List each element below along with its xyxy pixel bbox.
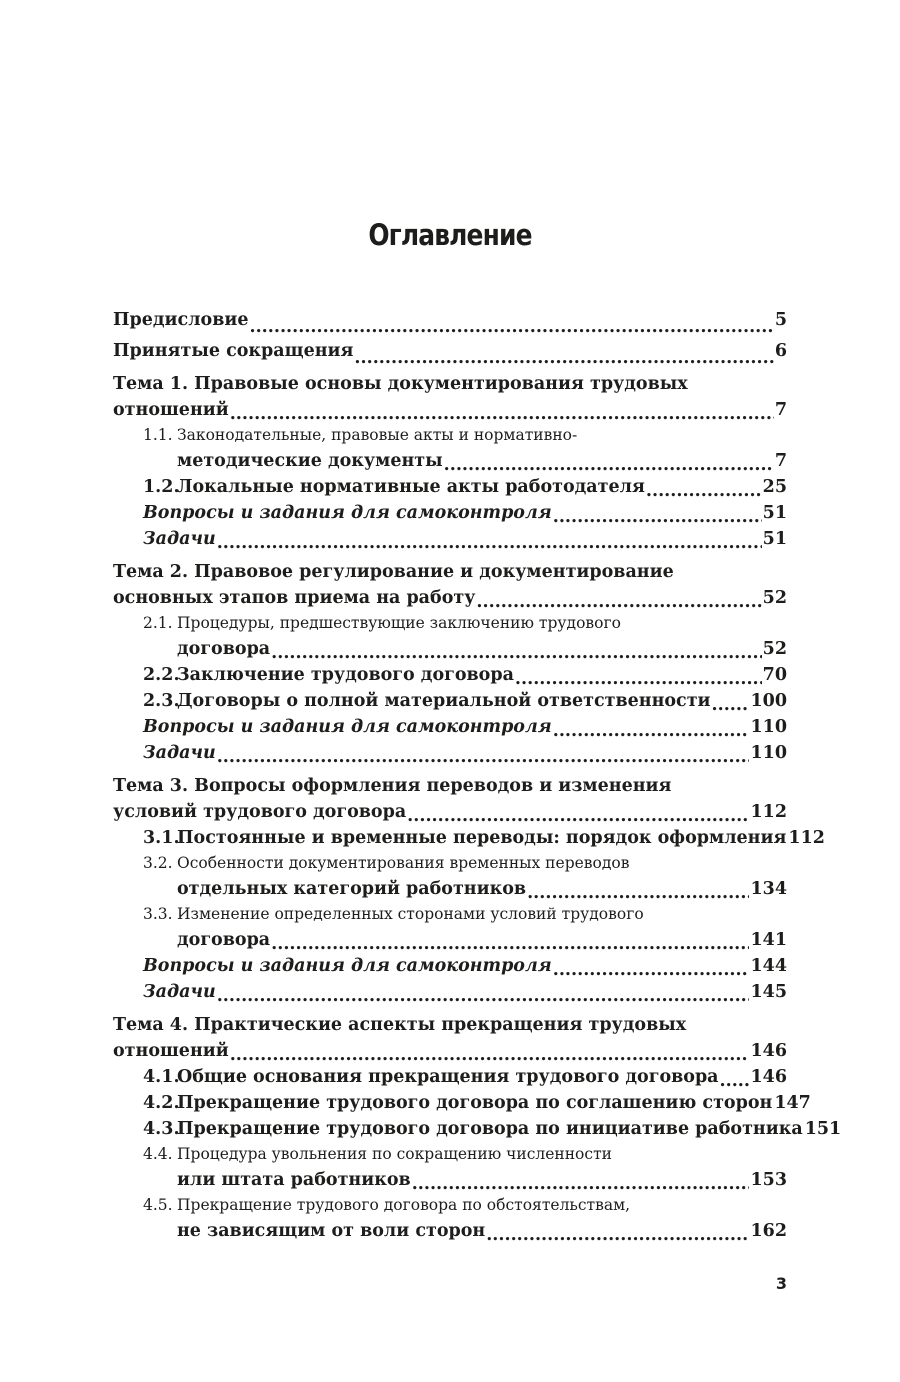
- dot-leader: [476, 594, 761, 612]
- toc-entry-topic[interactable]: [113, 397, 787, 423]
- dot-leader: [249, 319, 773, 337]
- toc-page-number: 7: [774, 400, 787, 420]
- page-number: 3: [775, 1274, 787, 1293]
- toc-page-number: 25: [762, 477, 787, 497]
- toc-page-number: 147: [774, 1093, 811, 1113]
- toc-entry-tasks[interactable]: [113, 979, 787, 1005]
- toc-page-number: 153: [750, 1170, 787, 1190]
- subentry-text: Заключение трудового договора: [177, 665, 514, 685]
- toc-page-number: 52: [762, 588, 787, 608]
- toc-subentry[interactable]: [113, 851, 787, 902]
- toc-page-number: 112: [788, 828, 825, 848]
- questions-text: Вопросы и задания для самоконтроля: [143, 956, 552, 976]
- dot-leader: [271, 936, 749, 954]
- topic-heading-line: отношений: [113, 400, 229, 420]
- toc-page-number: 52: [762, 639, 787, 659]
- toc-subentry[interactable]: [113, 688, 787, 714]
- toc-page-number: 51: [762, 529, 787, 549]
- toc-entry-topic[interactable]: [113, 799, 787, 825]
- subentry-number: 4.4.: [143, 1145, 173, 1163]
- questions-text: Вопросы и задания для самоконтроля: [143, 717, 552, 737]
- toc-subentry[interactable]: [113, 423, 787, 474]
- subentry-number: 2.1.: [143, 614, 173, 632]
- toc-entry-questions[interactable]: [113, 500, 787, 526]
- subentry-text: Локальные нормативные акты работодателя: [177, 477, 645, 497]
- dot-leader: [553, 509, 762, 527]
- toc-page-number: 141: [750, 930, 787, 950]
- toc-entry-topic[interactable]: [113, 585, 787, 611]
- toc-entry-text: Принятые сокращения: [113, 341, 354, 361]
- toc-page-number: 5: [774, 310, 787, 330]
- dot-leader: [271, 645, 762, 663]
- subentry-text: не зависящим от воли сторон: [177, 1221, 486, 1241]
- dot-leader: [407, 808, 749, 826]
- dot-leader: [444, 457, 774, 475]
- toc-page-number: 110: [750, 743, 787, 763]
- toc-subentry[interactable]: [113, 662, 787, 688]
- topic-heading-line[interactable]: Тема 1. Правовые основы документирования трудовых: [113, 374, 688, 394]
- dot-leader: [553, 962, 750, 980]
- subentry-text: Постоянные и временные переводы: порядок оформления: [177, 828, 787, 848]
- toc-entry-topic[interactable]: [113, 1038, 787, 1064]
- toc-topic-4: [113, 1012, 842, 1244]
- toc-entry-tasks[interactable]: [113, 526, 787, 552]
- subentry-text: Прекращение трудового договора по соглашению сторон: [177, 1093, 773, 1113]
- dot-leader: [230, 406, 774, 424]
- topic-heading-line: отношений: [113, 1041, 229, 1061]
- tasks-text: Задачи: [143, 529, 216, 549]
- topic-heading-line: основных этапов приема на работу: [113, 588, 476, 608]
- toc-page-number: 70: [762, 665, 787, 685]
- toc-page-number: 151: [804, 1119, 842, 1139]
- subentry-text: Особенности документирования временных переводов: [177, 854, 630, 872]
- toc-page-number: 162: [750, 1221, 787, 1241]
- toc-subentry[interactable]: [113, 825, 825, 851]
- topic-heading-line[interactable]: Тема 4. Практические аспекты прекращения трудовых: [113, 1015, 687, 1035]
- toc-page-number: 146: [750, 1041, 787, 1061]
- subentry-number: 1.1.: [143, 426, 173, 444]
- dot-leader: [486, 1227, 749, 1245]
- subentry-number: 4.1.: [143, 1067, 180, 1087]
- toc-subentry[interactable]: [113, 1116, 842, 1142]
- toc-page-number: 145: [750, 982, 787, 1002]
- subentry-text: отдельных категорий работников: [177, 879, 527, 899]
- questions-text: Вопросы и задания для самоконтроля: [143, 503, 552, 523]
- subentry-text: Изменение определенных сторонами условий трудового: [177, 905, 644, 923]
- subentry-number: 3.3.: [143, 905, 173, 923]
- subentry-number: 2.2.: [143, 665, 180, 685]
- toc-entry-questions[interactable]: [113, 714, 787, 740]
- subentry-number: 2.3.: [143, 691, 180, 711]
- subentry-text: Законодательные, правовые акты и нормативно-: [177, 426, 578, 444]
- dot-leader: [527, 885, 749, 903]
- toc-entry-text: Предисловие: [113, 310, 249, 330]
- toc-page-number: 134: [750, 879, 787, 899]
- dot-leader: [217, 988, 750, 1006]
- dot-leader: [712, 697, 750, 715]
- dot-leader: [720, 1073, 750, 1091]
- toc-entry-preface[interactable]: [113, 305, 787, 336]
- topic-heading-line[interactable]: Тема 3. Вопросы оформления переводов и изменения: [113, 776, 672, 796]
- toc-entry-questions[interactable]: [113, 953, 787, 979]
- subentry-number: 4.5.: [143, 1196, 173, 1214]
- subentry-text: Процедура увольнения по сокращению численности: [177, 1145, 612, 1163]
- toc-subentry[interactable]: [113, 611, 787, 662]
- toc-topic-2: [113, 559, 787, 766]
- dot-leader: [412, 1176, 750, 1194]
- subentry-text: договора: [177, 930, 271, 950]
- toc-subentry[interactable]: [113, 902, 787, 953]
- dot-leader: [230, 1047, 750, 1065]
- topic-heading-line[interactable]: Тема 2. Правовое регулирование и документирование: [113, 562, 674, 582]
- table-of-contents: [113, 305, 842, 1251]
- dot-leader: [354, 350, 773, 368]
- toc-page-number: 112: [750, 802, 787, 822]
- subentry-number: 3.1.: [143, 828, 180, 848]
- subentry-text: Договоры о полной материальной ответственности: [177, 691, 711, 711]
- toc-page-number: 144: [750, 956, 787, 976]
- dot-leader: [515, 671, 762, 689]
- subentry-text: методические документы: [177, 451, 443, 471]
- toc-page-number: 51: [762, 503, 787, 523]
- toc-page-number: 110: [750, 717, 787, 737]
- subentry-text: Процедуры, предшествующие заключению трудового: [177, 614, 621, 632]
- topic-heading-line: условий трудового договора: [113, 802, 407, 822]
- toc-subentry[interactable]: [113, 1193, 787, 1244]
- toc-page-number: 7: [774, 451, 787, 471]
- toc-topic-1: [113, 371, 787, 552]
- toc-subentry[interactable]: [113, 1142, 787, 1193]
- dot-leader: [217, 535, 762, 553]
- toc-page-number: 100: [750, 691, 787, 711]
- toc-entry-abbreviations[interactable]: [113, 336, 787, 367]
- subentry-text: или штата работников: [177, 1170, 411, 1190]
- dot-leader: [217, 749, 750, 767]
- dot-leader: [646, 483, 762, 501]
- subentry-text: Прекращение трудового договора по инициативе работника: [177, 1119, 803, 1139]
- toc-page-number: 146: [750, 1067, 787, 1087]
- subentry-number: 4.3.: [143, 1119, 180, 1139]
- subentry-text: договора: [177, 639, 271, 659]
- subentry-text: Общие основания прекращения трудового договора: [177, 1067, 719, 1087]
- toc-subentry[interactable]: [113, 1064, 787, 1090]
- toc-subentry[interactable]: [113, 1090, 811, 1116]
- tasks-text: Задачи: [143, 743, 216, 763]
- tasks-text: Задачи: [143, 982, 216, 1002]
- page-title: Оглавление: [368, 218, 532, 252]
- toc-subentry[interactable]: [113, 474, 787, 500]
- toc-topic-3: [113, 773, 825, 1005]
- toc-page-number: 6: [774, 341, 787, 361]
- subentry-number: 4.2.: [143, 1093, 180, 1113]
- toc-entry-tasks[interactable]: [113, 740, 787, 766]
- subentry-text: Прекращение трудового договора по обстоятельствам,: [177, 1196, 631, 1214]
- subentry-number: 1.2.: [143, 477, 180, 497]
- dot-leader: [553, 723, 750, 741]
- subentry-number: 3.2.: [143, 854, 173, 872]
